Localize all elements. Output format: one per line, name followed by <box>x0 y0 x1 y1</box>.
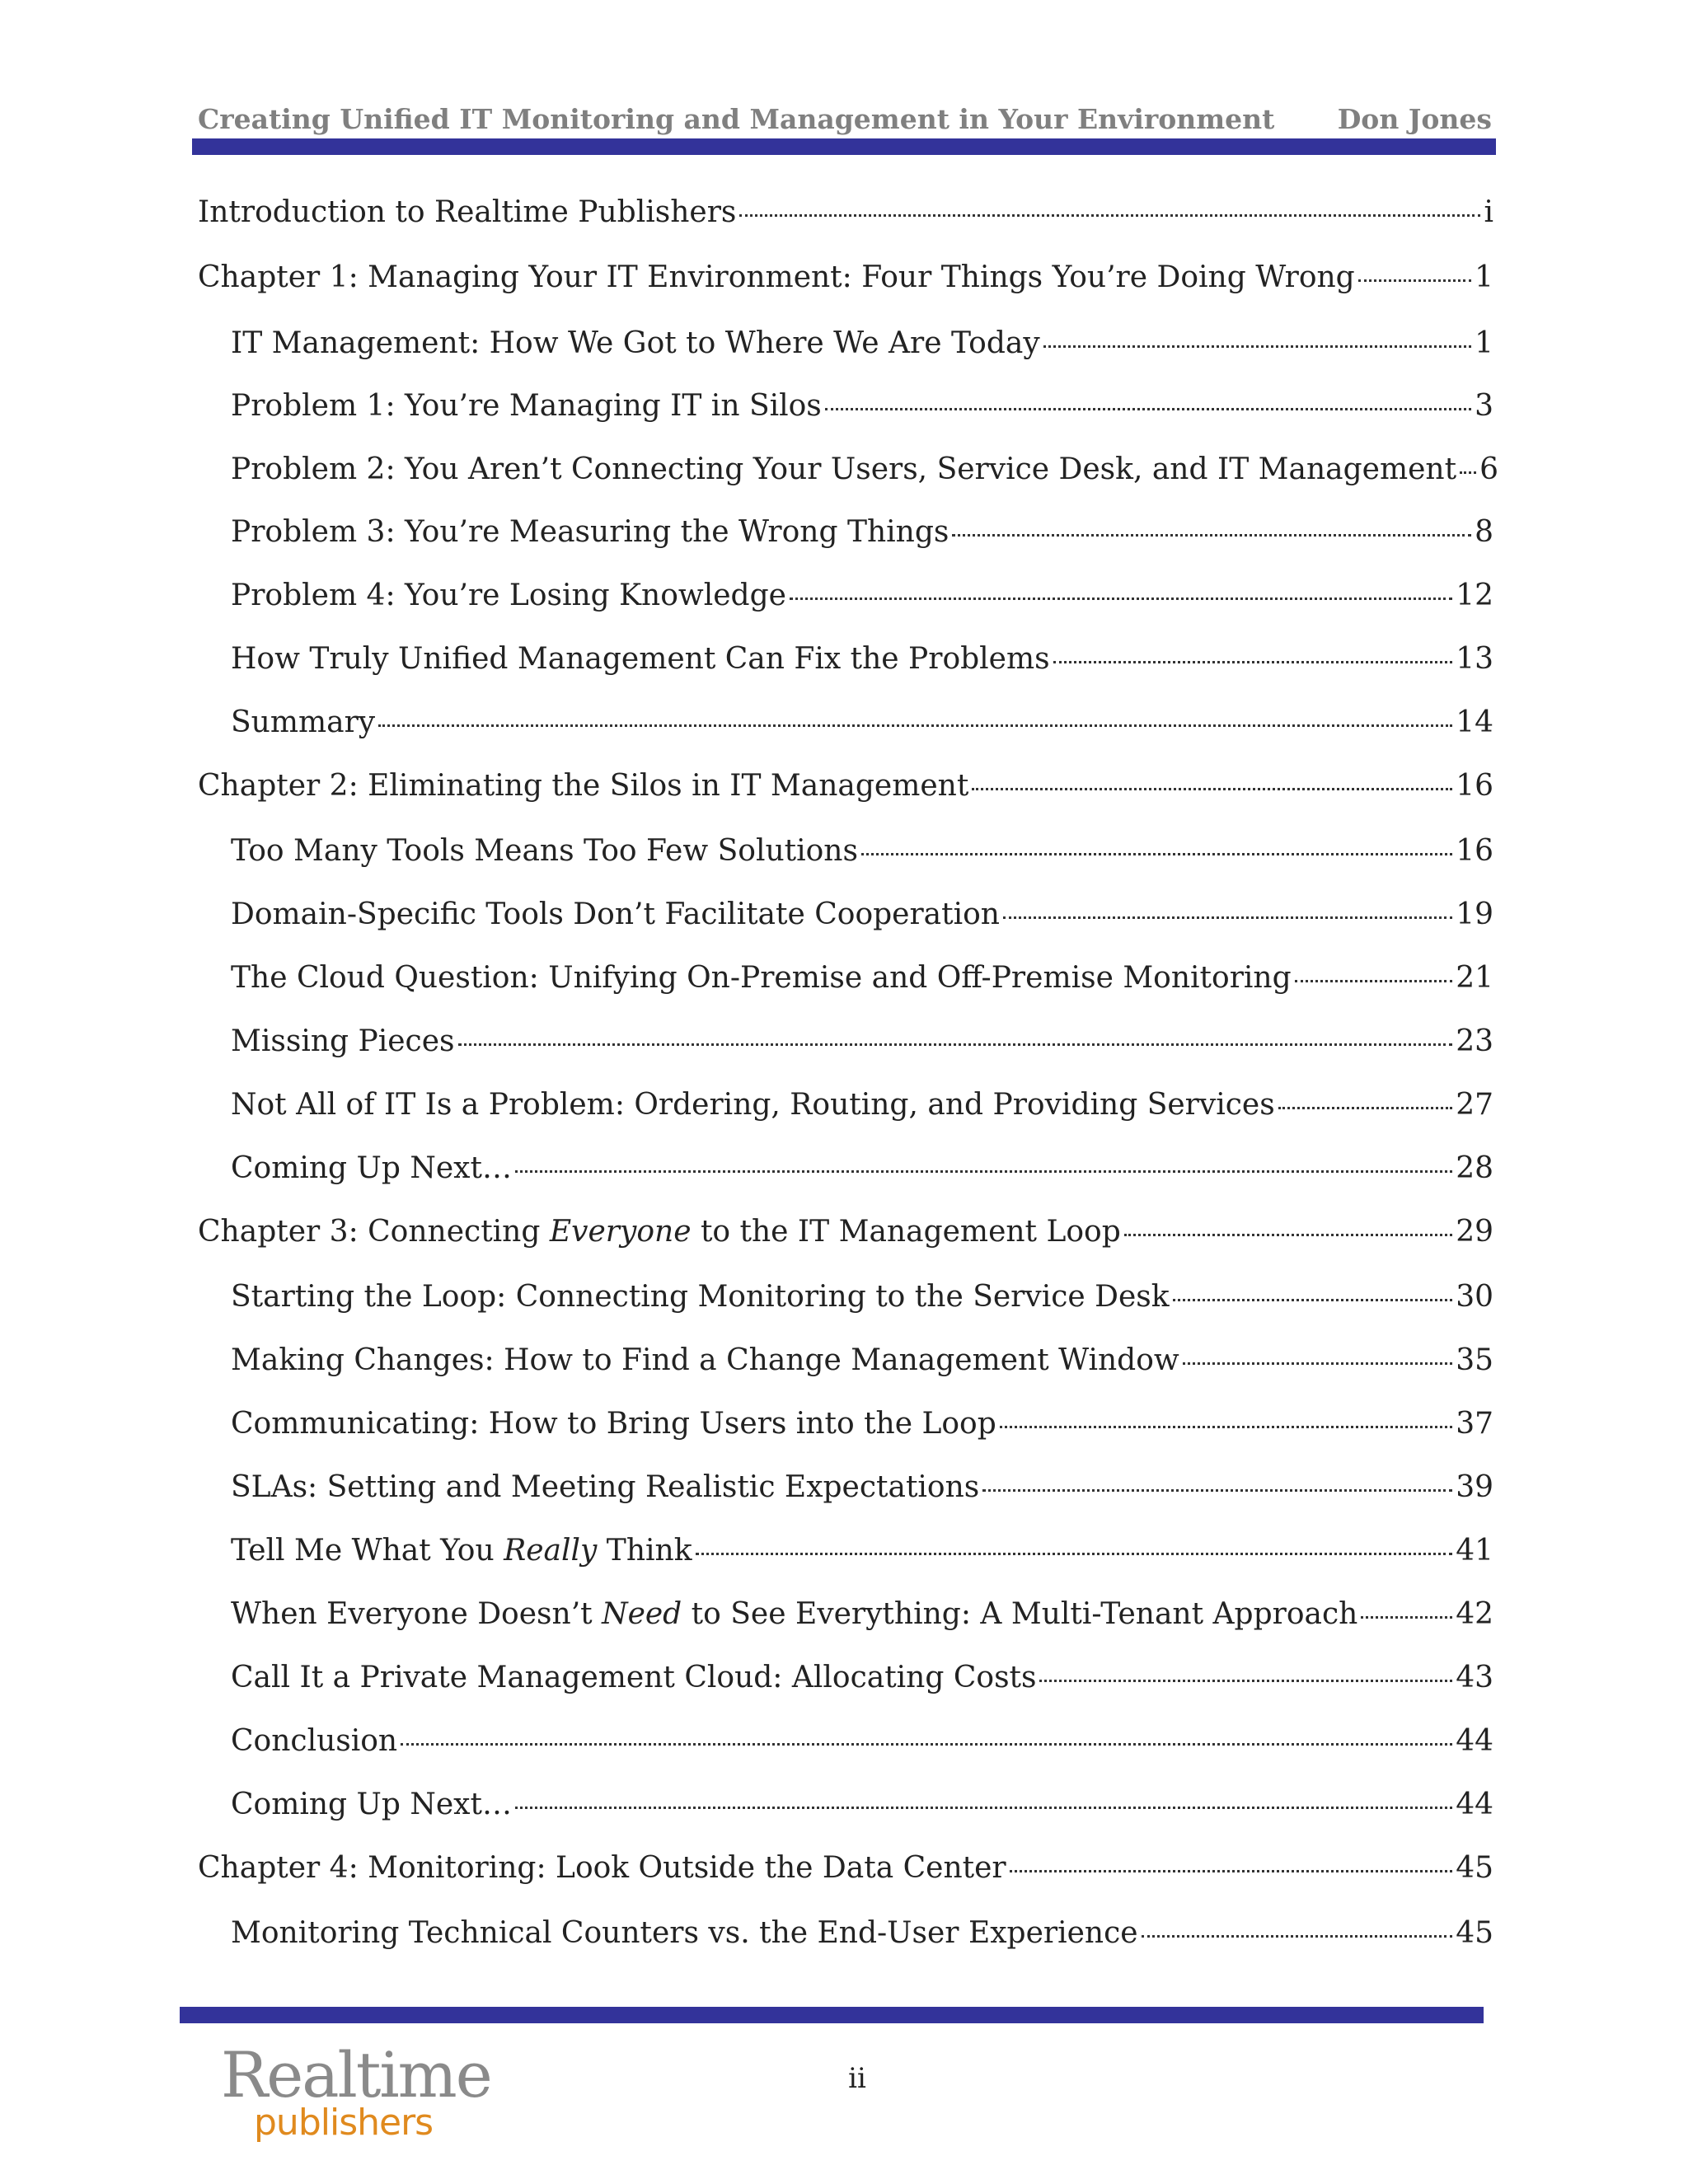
footer-rule <box>180 2007 1484 2023</box>
toc-entry-title-part: to See Everything: A Multi-Tenant Approach <box>682 1597 1358 1631</box>
toc-entry-page: 44 <box>1456 1788 1493 1821</box>
toc-entry-title: Problem 1: You’re Managing IT in Silos <box>231 389 822 423</box>
toc-entry-page: 44 <box>1456 1724 1493 1758</box>
toc-dot-leader <box>1043 345 1471 348</box>
toc-entry-page: 21 <box>1456 961 1493 995</box>
toc-dot-leader <box>1053 661 1453 663</box>
toc-dot-leader <box>972 788 1452 790</box>
toc-dot-leader <box>1358 279 1471 282</box>
toc-entry-title: SLAs: Setting and Meeting Realistic Expectations <box>231 1470 980 1504</box>
toc-entry-title: Conclusion <box>231 1724 398 1758</box>
toc-entry[interactable] <box>231 319 1493 368</box>
toc-entry[interactable] <box>231 445 1498 494</box>
toc-dot-leader <box>1183 1362 1452 1365</box>
toc-entry-page: i <box>1484 195 1493 229</box>
toc-entry-title: Chapter 2: Eliminating the Silos in IT Management <box>198 769 969 803</box>
toc-entry-title: Coming Up Next… <box>231 1788 512 1821</box>
toc-dot-leader <box>1003 916 1452 919</box>
header-rule <box>192 138 1496 155</box>
toc-dot-leader <box>515 1807 1452 1809</box>
toc-entry[interactable] <box>231 890 1493 940</box>
toc-entry[interactable] <box>198 1207 1493 1257</box>
toc-entry-title: Problem 2: You Aren’t Connecting Your Users, Service Desk, and IT Management <box>231 452 1457 486</box>
toc-entry[interactable] <box>231 1080 1493 1130</box>
toc-entry[interactable] <box>231 1780 1493 1830</box>
toc-entry-title-emphasis: Need <box>602 1597 682 1631</box>
toc-dot-leader <box>401 1743 1452 1746</box>
toc-entry-title: Monitoring Technical Counters vs. the End-User Experience <box>231 1916 1138 1950</box>
document-title: Creating Unified IT Monitoring and Management in Your Environment <box>198 103 1275 135</box>
toc-entry[interactable] <box>231 1463 1493 1512</box>
toc-entry-title: Missing Pieces <box>231 1024 455 1058</box>
page-number: ii <box>848 2062 866 2095</box>
toc-entry-title-emphasis: Really <box>504 1534 598 1568</box>
toc-entry-title-part: Tell Me What You <box>231 1534 504 1568</box>
toc-entry-title: Domain-Specific Tools Don’t Facilitate Cooperation <box>231 898 1000 931</box>
toc-dot-leader <box>982 1489 1452 1492</box>
toc-entry-page: 1 <box>1475 260 1493 294</box>
toc-entry[interactable] <box>231 1909 1493 1958</box>
toc-entry-page: 27 <box>1456 1088 1493 1122</box>
toc-entry-title-part: to the IT Management Loop <box>691 1215 1121 1249</box>
toc-entry[interactable] <box>231 508 1493 557</box>
toc-entry-title <box>231 1590 1357 1639</box>
toc-entry-page: 45 <box>1456 1851 1493 1885</box>
toc-entry-page: 43 <box>1456 1661 1493 1694</box>
toc-entry-page: 6 <box>1479 452 1498 486</box>
toc-dot-leader <box>861 853 1452 855</box>
toc-dot-leader <box>1039 1680 1452 1682</box>
toc-entry-page: 28 <box>1456 1151 1493 1185</box>
toc-entry-page: 39 <box>1456 1470 1493 1504</box>
toc-entry-title-part: Chapter 3: Connecting <box>198 1215 550 1249</box>
toc-entry-page: 8 <box>1475 515 1493 549</box>
toc-entry[interactable] <box>231 1144 1493 1193</box>
toc-entry[interactable] <box>198 253 1493 302</box>
toc-entry[interactable] <box>231 1399 1493 1449</box>
toc-entry-title: How Truly Unified Management Can Fix the Problems <box>231 642 1050 676</box>
toc-dot-leader <box>696 1553 1453 1555</box>
toc-entry-page: 12 <box>1456 579 1493 612</box>
toc-dot-leader <box>458 1043 1453 1046</box>
toc-entry-page: 19 <box>1456 898 1493 931</box>
page-header <box>198 97 1492 135</box>
toc-dot-leader <box>1010 1870 1453 1872</box>
toc-entry[interactable] <box>231 1717 1493 1766</box>
toc-entry[interactable] <box>231 1526 1493 1576</box>
toc-entry-title: The Cloud Question: Unifying On-Premise and Off-Premise Monitoring <box>231 961 1292 995</box>
toc-entry-page: 42 <box>1456 1597 1493 1631</box>
toc-entry-title: Coming Up Next… <box>231 1151 512 1185</box>
toc-entry-page: 14 <box>1456 705 1493 739</box>
toc-entry-title: Introduction to Realtime Publishers <box>198 195 737 229</box>
toc-entry-page: 16 <box>1456 834 1493 868</box>
toc-entry[interactable] <box>231 698 1493 748</box>
toc-entry-page: 16 <box>1456 769 1493 803</box>
toc-entry-title: Chapter 4: Monitoring: Look Outside the Data Center <box>198 1851 1006 1885</box>
realtime-publishers-logo <box>221 2038 491 2156</box>
toc-entry-page: 29 <box>1456 1215 1493 1249</box>
toc-entry-title-emphasis: Everyone <box>549 1215 692 1249</box>
toc-dot-leader <box>515 1170 1452 1173</box>
toc-entry-page: 3 <box>1475 389 1493 423</box>
toc-entry-page: 45 <box>1456 1916 1493 1950</box>
toc-dot-leader <box>1460 471 1476 474</box>
logo-wordmark-realtime: Realtime <box>221 2038 491 2111</box>
toc-entry-page: 13 <box>1456 642 1493 676</box>
toc-entry[interactable] <box>231 635 1493 684</box>
toc-entry-page: 30 <box>1456 1280 1493 1314</box>
toc-dot-leader <box>825 408 1471 410</box>
toc-entry-page: 37 <box>1456 1407 1493 1441</box>
toc-entry-title: Making Changes: How to Find a Change Management Window <box>231 1343 1179 1377</box>
toc-entry[interactable] <box>231 827 1493 876</box>
toc-dot-leader <box>1000 1426 1452 1428</box>
toc-entry-page: 35 <box>1456 1343 1493 1377</box>
toc-dot-leader <box>739 214 1480 217</box>
toc-dot-leader <box>1142 1935 1453 1938</box>
logo-wordmark-publishers: publishers <box>254 2102 434 2144</box>
toc-entry-title: Problem 4: You’re Losing Knowledge <box>231 579 786 612</box>
toc-entry[interactable] <box>198 188 1493 237</box>
toc-dot-leader <box>790 598 1452 600</box>
toc-entry-title: Communicating: How to Bring Users into the Loop <box>231 1407 996 1441</box>
toc-entry[interactable] <box>231 1336 1493 1385</box>
toc-entry-title: Call It a Private Management Cloud: Allocating Costs <box>231 1661 1037 1694</box>
toc-entry-title: Too Many Tools Means Too Few Solutions <box>231 834 858 868</box>
toc-entry-page: 23 <box>1456 1024 1493 1058</box>
document-author: Don Jones <box>1337 103 1492 135</box>
toc-dot-leader <box>1295 980 1453 982</box>
toc-entry[interactable] <box>198 762 1493 811</box>
toc-entry-title-part: When Everyone Doesn’t <box>231 1597 603 1631</box>
toc-dot-leader <box>378 724 1452 727</box>
toc-entry-page: 1 <box>1475 326 1493 360</box>
toc-entry-title: IT Management: How We Got to Where We Are Today <box>231 326 1040 360</box>
toc-entry-title <box>198 1207 1121 1257</box>
toc-entry[interactable] <box>231 1653 1493 1703</box>
toc-entry[interactable] <box>231 1272 1493 1322</box>
toc-entry[interactable] <box>231 1017 1493 1066</box>
toc-entry-title: Starting the Loop: Connecting Monitoring to the Service Desk <box>231 1280 1170 1314</box>
toc-entry[interactable] <box>231 1590 1493 1639</box>
toc-entry[interactable] <box>231 571 1493 621</box>
toc-dot-leader <box>952 534 1471 537</box>
toc-dot-leader <box>1173 1299 1453 1301</box>
toc-entry-title: Chapter 1: Managing Your IT Environment: Four Things You’re Doing Wrong <box>198 260 1355 294</box>
toc-entry-page: 41 <box>1456 1534 1493 1568</box>
toc-entry[interactable] <box>231 382 1493 431</box>
toc-entry-title <box>231 1526 692 1576</box>
toc-dot-leader <box>1278 1107 1453 1109</box>
toc-entry-title: Summary <box>231 705 376 739</box>
toc-dot-leader <box>1361 1616 1452 1619</box>
toc-entry[interactable] <box>231 954 1493 1003</box>
toc-entry-title: Problem 3: You’re Measuring the Wrong Things <box>231 515 950 549</box>
toc-entry[interactable] <box>198 1844 1493 1893</box>
toc-entry-title-part: Think <box>597 1534 692 1568</box>
toc-dot-leader <box>1124 1234 1452 1236</box>
toc-entry-title: Not All of IT Is a Problem: Ordering, Routing, and Providing Services <box>231 1088 1275 1122</box>
